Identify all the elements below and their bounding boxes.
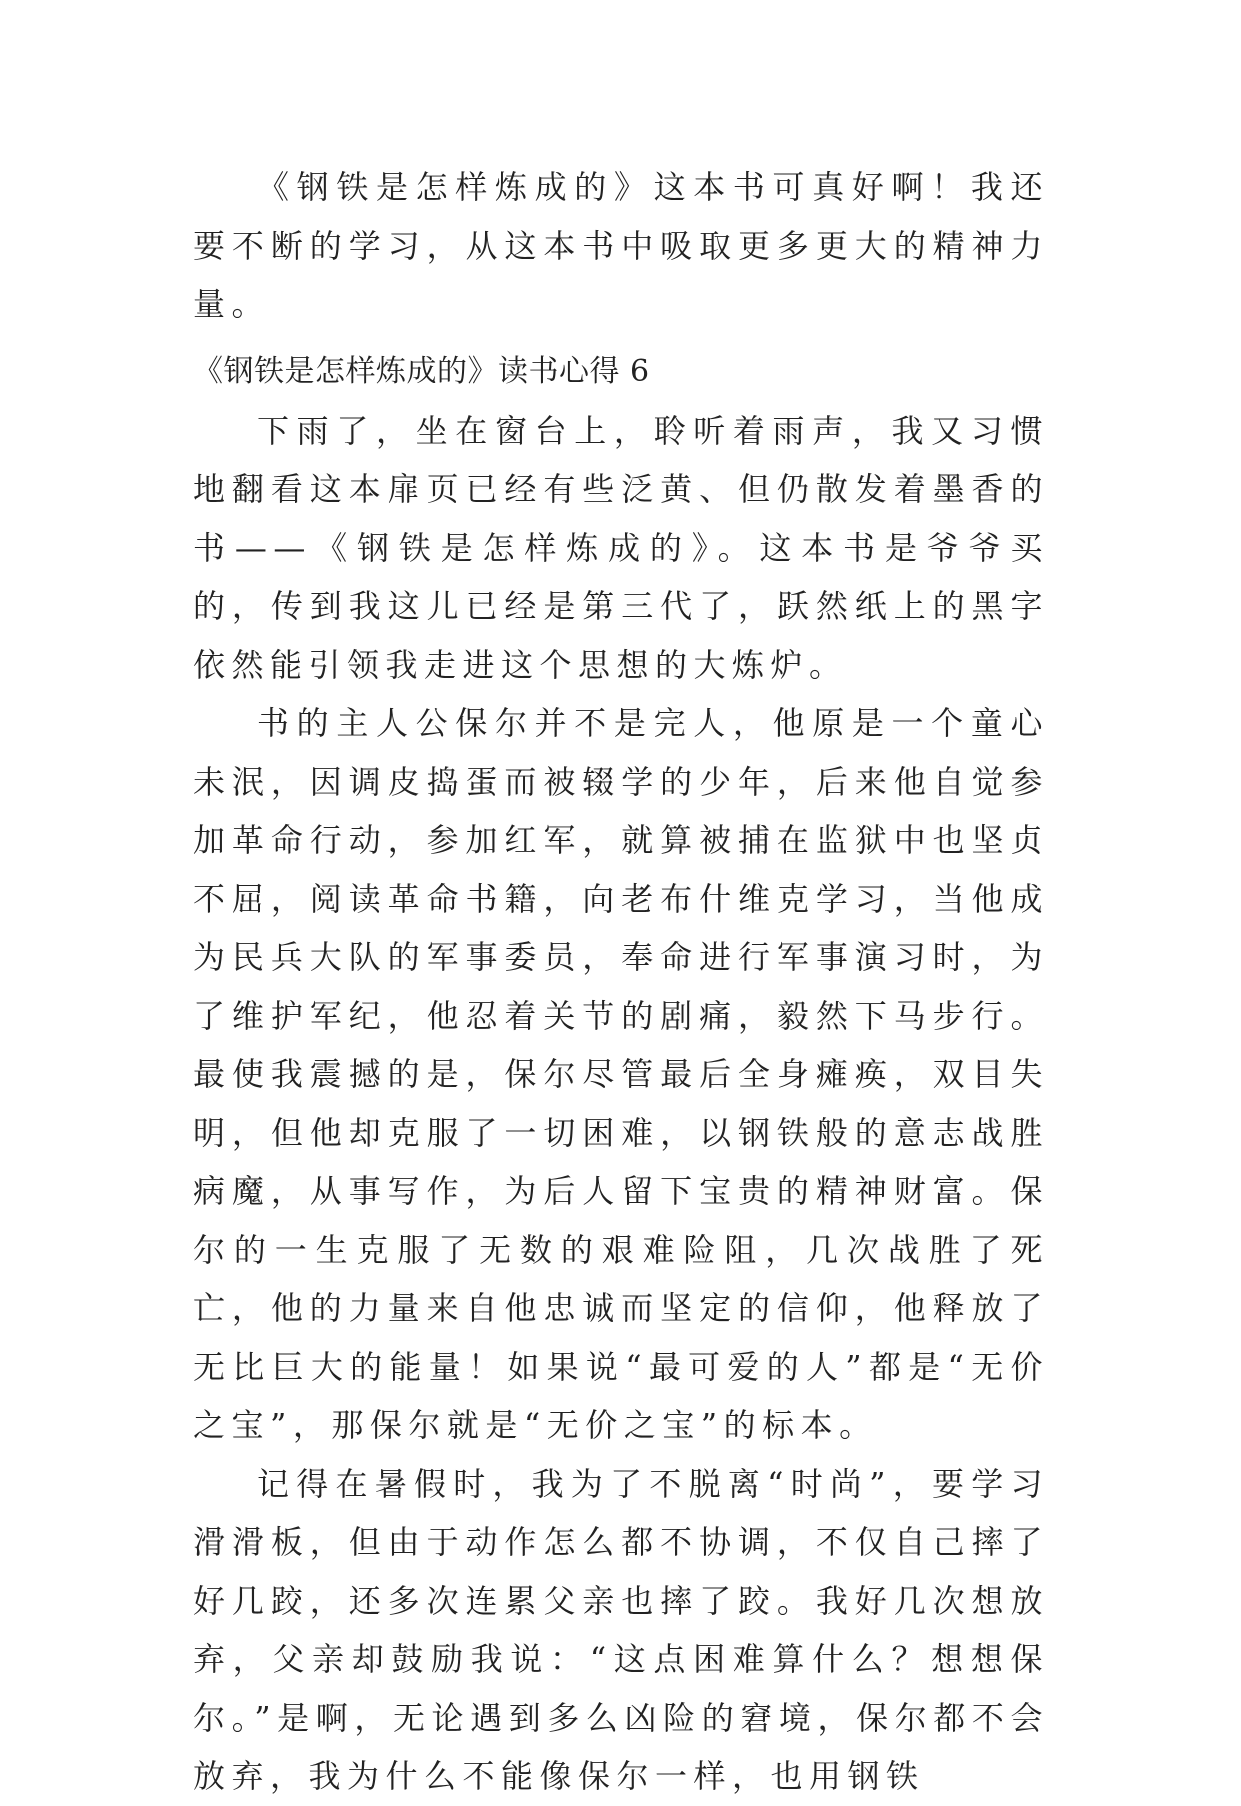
body-paragraph-3: 记得在暑假时，我为了不脱离“时尚”，要学习滑滑板，但由于动作怎么都不协调，不仅自己摔了好几跤，还多次连累父亲也摔了跤。我好几次想放弃，父亲却鼓励我说：“这点困难算什么？想想保尔。”是啊，无论遇到多么凶险的窘境，保尔都不会放弃，我为什么不能像保尔一样，也用钢铁: [193, 1464, 1049, 1795]
intro-paragraph: 《钢铁是怎样炼成的》这本书可真好啊！我还要不断的学习，从这本书中吸取更多更大的精神力量。: [193, 168, 1049, 323]
section-heading: 《钢铁是怎样炼成的》读书心得 6: [193, 354, 650, 389]
reading-notes-section: [193, 343, 1049, 1806]
body-paragraph-1: 下雨了，坐在窗台上，聆听着雨声，我又习惯地翻看这本扉页已经有些泛黄、但仍散发着墨香的书——《钢铁是怎样炼成的》。这本书是爷爷买的，传到我这儿已经是第三代了，跃然纸上的黑字依然能引领我走进这个思想的大炼炉。: [193, 411, 1049, 684]
body-paragraph-2: 书的主人公保尔并不是完人，他原是一个童心未泯，因调皮捣蛋而被辍学的少年，后来他自觉参加革命行动，参加红军，就算被捕在监狱中也坚贞不屈，阅读革命书籍，向老布什维克学习，当他成为民兵大队的军事委员，奉命进行军事演习时，为了维护军纪，他忍着关节的剧痛，毅然下马步行。最使我震撼的是，保尔尽管最后全身瘫痪，双目失明，但他却克服了一切困难，以钢铁般的意志战胜病魔，从事写作，为后人留下宝贵的精神财富。保尔的一生克服了无数的艰难险阻，几次战胜了死亡，他的力量来自他忠诚而坚定的信仰，他释放了无比巨大的能量！如果说“最可爱的人”都是“无价之宝”，那保尔就是“无价之宝”的标本。: [193, 704, 1049, 1444]
intro-section: [193, 158, 1049, 334]
